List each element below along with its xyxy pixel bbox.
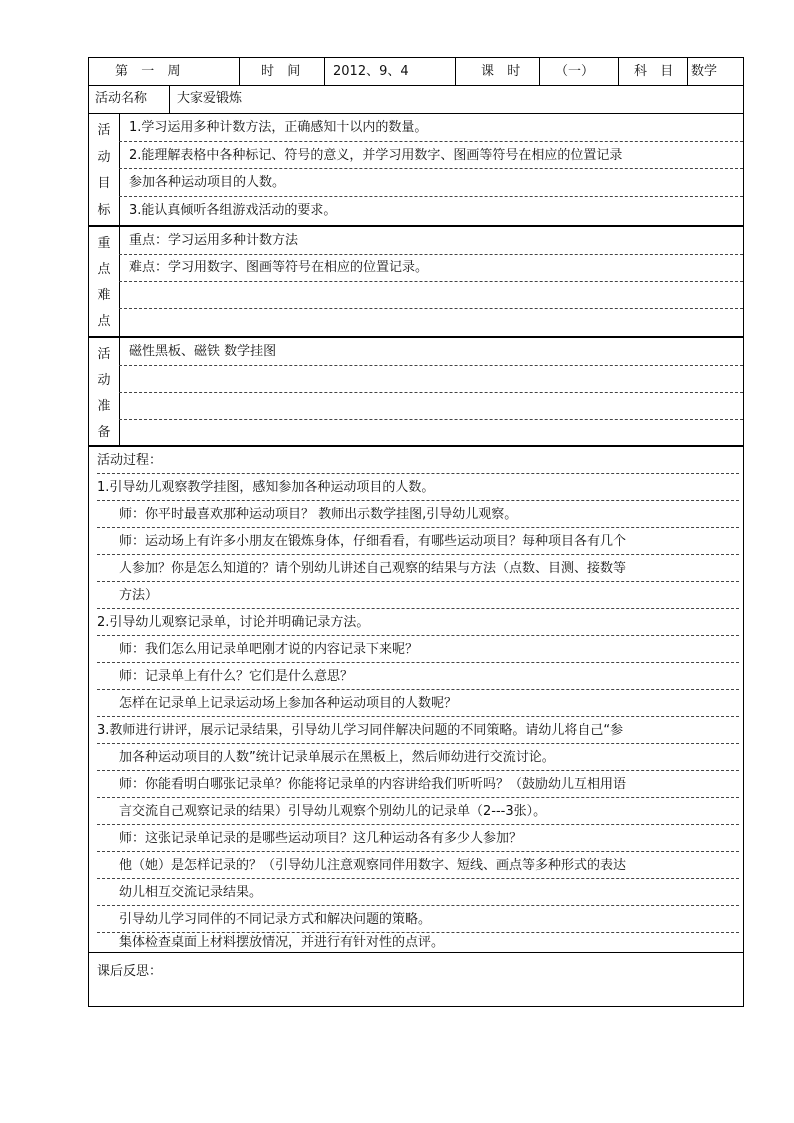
preparation-section [89, 338, 743, 447]
key-points-side-label: 重 点 难 点 [97, 236, 111, 329]
process-line: 师：运动场上有许多小朋友在锻炼身体，仔细看看，有哪些运动项目？每种项目各有几个 [97, 528, 739, 555]
time-label: 时 间 [261, 64, 305, 79]
key-point-line: 重点：学习运用多种计数方法 [119, 227, 743, 255]
subject-label: 科 目 [634, 64, 678, 79]
process-line: 引导幼儿学习同伴的不同记录方式和解决问题的策略。 [97, 906, 739, 933]
process-line: 他（她）是怎样记录的？（引导幼儿注意观察同伴用数字、短线、画点等多种形式的表达 [97, 852, 739, 879]
goal-line: 参加各种运动项目的人数。 [119, 169, 743, 197]
goals-section [89, 114, 743, 227]
process-line: 集体检查桌面上材料摆放情况，并进行有针对性的点评。 [119, 935, 445, 950]
process-line: 方法） [97, 582, 739, 609]
key-point-line [119, 281, 743, 309]
divider [169, 85, 170, 114]
process-line: 师：你平时最喜欢那种运动项目？ 教师出示数学挂图,引导幼儿观察。 [97, 501, 739, 528]
goal-line: 2.能理解表格中各种标记、符号的意义，并学习用数字、图画等符号在相应的位置记录 [119, 142, 743, 170]
preparation-line [119, 392, 743, 420]
week-label: 第 一 周 [115, 64, 186, 79]
activity-name-label: 活动名称 [95, 91, 148, 106]
key-point-line: 难点：学习用数字、图画等符号在相应的位置记录。 [119, 254, 743, 282]
lesson-label: 课 时 [481, 64, 525, 79]
process-line: 1.引导幼儿观察教学挂图，感知参加各种运动项目的人数。 [97, 474, 739, 501]
lesson-plan-table [88, 57, 744, 1007]
reflection-label: 课后反思： [97, 964, 163, 979]
process-line: 师：这张记录单记录的是哪些运动项目？这几种运动各有多少人参加？ [97, 825, 739, 852]
preparation-line [119, 419, 743, 447]
lesson-value: （一） [555, 64, 595, 79]
goals-side-label: 活 动 目 标 [97, 123, 111, 218]
process-line: 言交流自己观察记录的结果）引导幼儿观察个别幼儿的记录单（2---3张）。 [97, 798, 739, 825]
divider [687, 58, 688, 85]
process-line: 2.引导幼儿观察记录单，讨论并明确记录方法。 [97, 609, 739, 636]
process-section [89, 447, 743, 953]
process-line: 师：你能看明白哪张记录单？你能将记录单的内容讲给我们听听吗？（鼓励幼儿互相用语 [97, 771, 739, 798]
preparation-line [119, 365, 743, 393]
process-line: 加各种运动项目的人数”统计记录单展示在黑板上，然后师幼进行交流讨论。 [97, 744, 739, 771]
goal-line: 1.学习运用多种计数方法，正确感知十以内的数量。 [119, 114, 743, 142]
activity-name-value: 大家爱锻炼 [177, 91, 243, 106]
preparation-line: 磁性黑板、磁铁 数学挂图 [119, 338, 743, 366]
process-line: 幼儿相互交流记录结果。 [97, 879, 739, 906]
date-value: 2012、9、4 [333, 64, 409, 79]
key-points-section [89, 227, 743, 338]
process-line: 师：我们怎么用记录单吧刚才说的内容记录下来呢？ [97, 636, 739, 663]
divider [455, 58, 456, 85]
goal-line: 3.能认真倾听各组游戏活动的要求。 [129, 202, 337, 218]
process-line: 怎样在记录单上记录运动场上参加各种运动项目的人数呢？ [97, 690, 739, 717]
process-line: 师：记录单上有什么？它们是什么意思？ [97, 663, 739, 690]
preparation-side-label: 活 动 准 备 [97, 347, 111, 440]
process-line: 3.教师进行讲评，展示记录结果，引导幼儿学习同伴解决问题的不同策略。请幼儿将自己“参 [97, 717, 739, 744]
process-line: 人参加？你是怎么知道的？请个别幼儿讲述自己观察的结果与方法（点数、目测、接数等 [97, 555, 739, 582]
subject-value: 数学 [691, 64, 718, 79]
process-label: 活动过程： [97, 447, 739, 474]
divider [539, 58, 540, 85]
divider [324, 58, 325, 85]
key-point-line [119, 308, 743, 336]
divider [239, 58, 240, 85]
divider [618, 58, 619, 85]
